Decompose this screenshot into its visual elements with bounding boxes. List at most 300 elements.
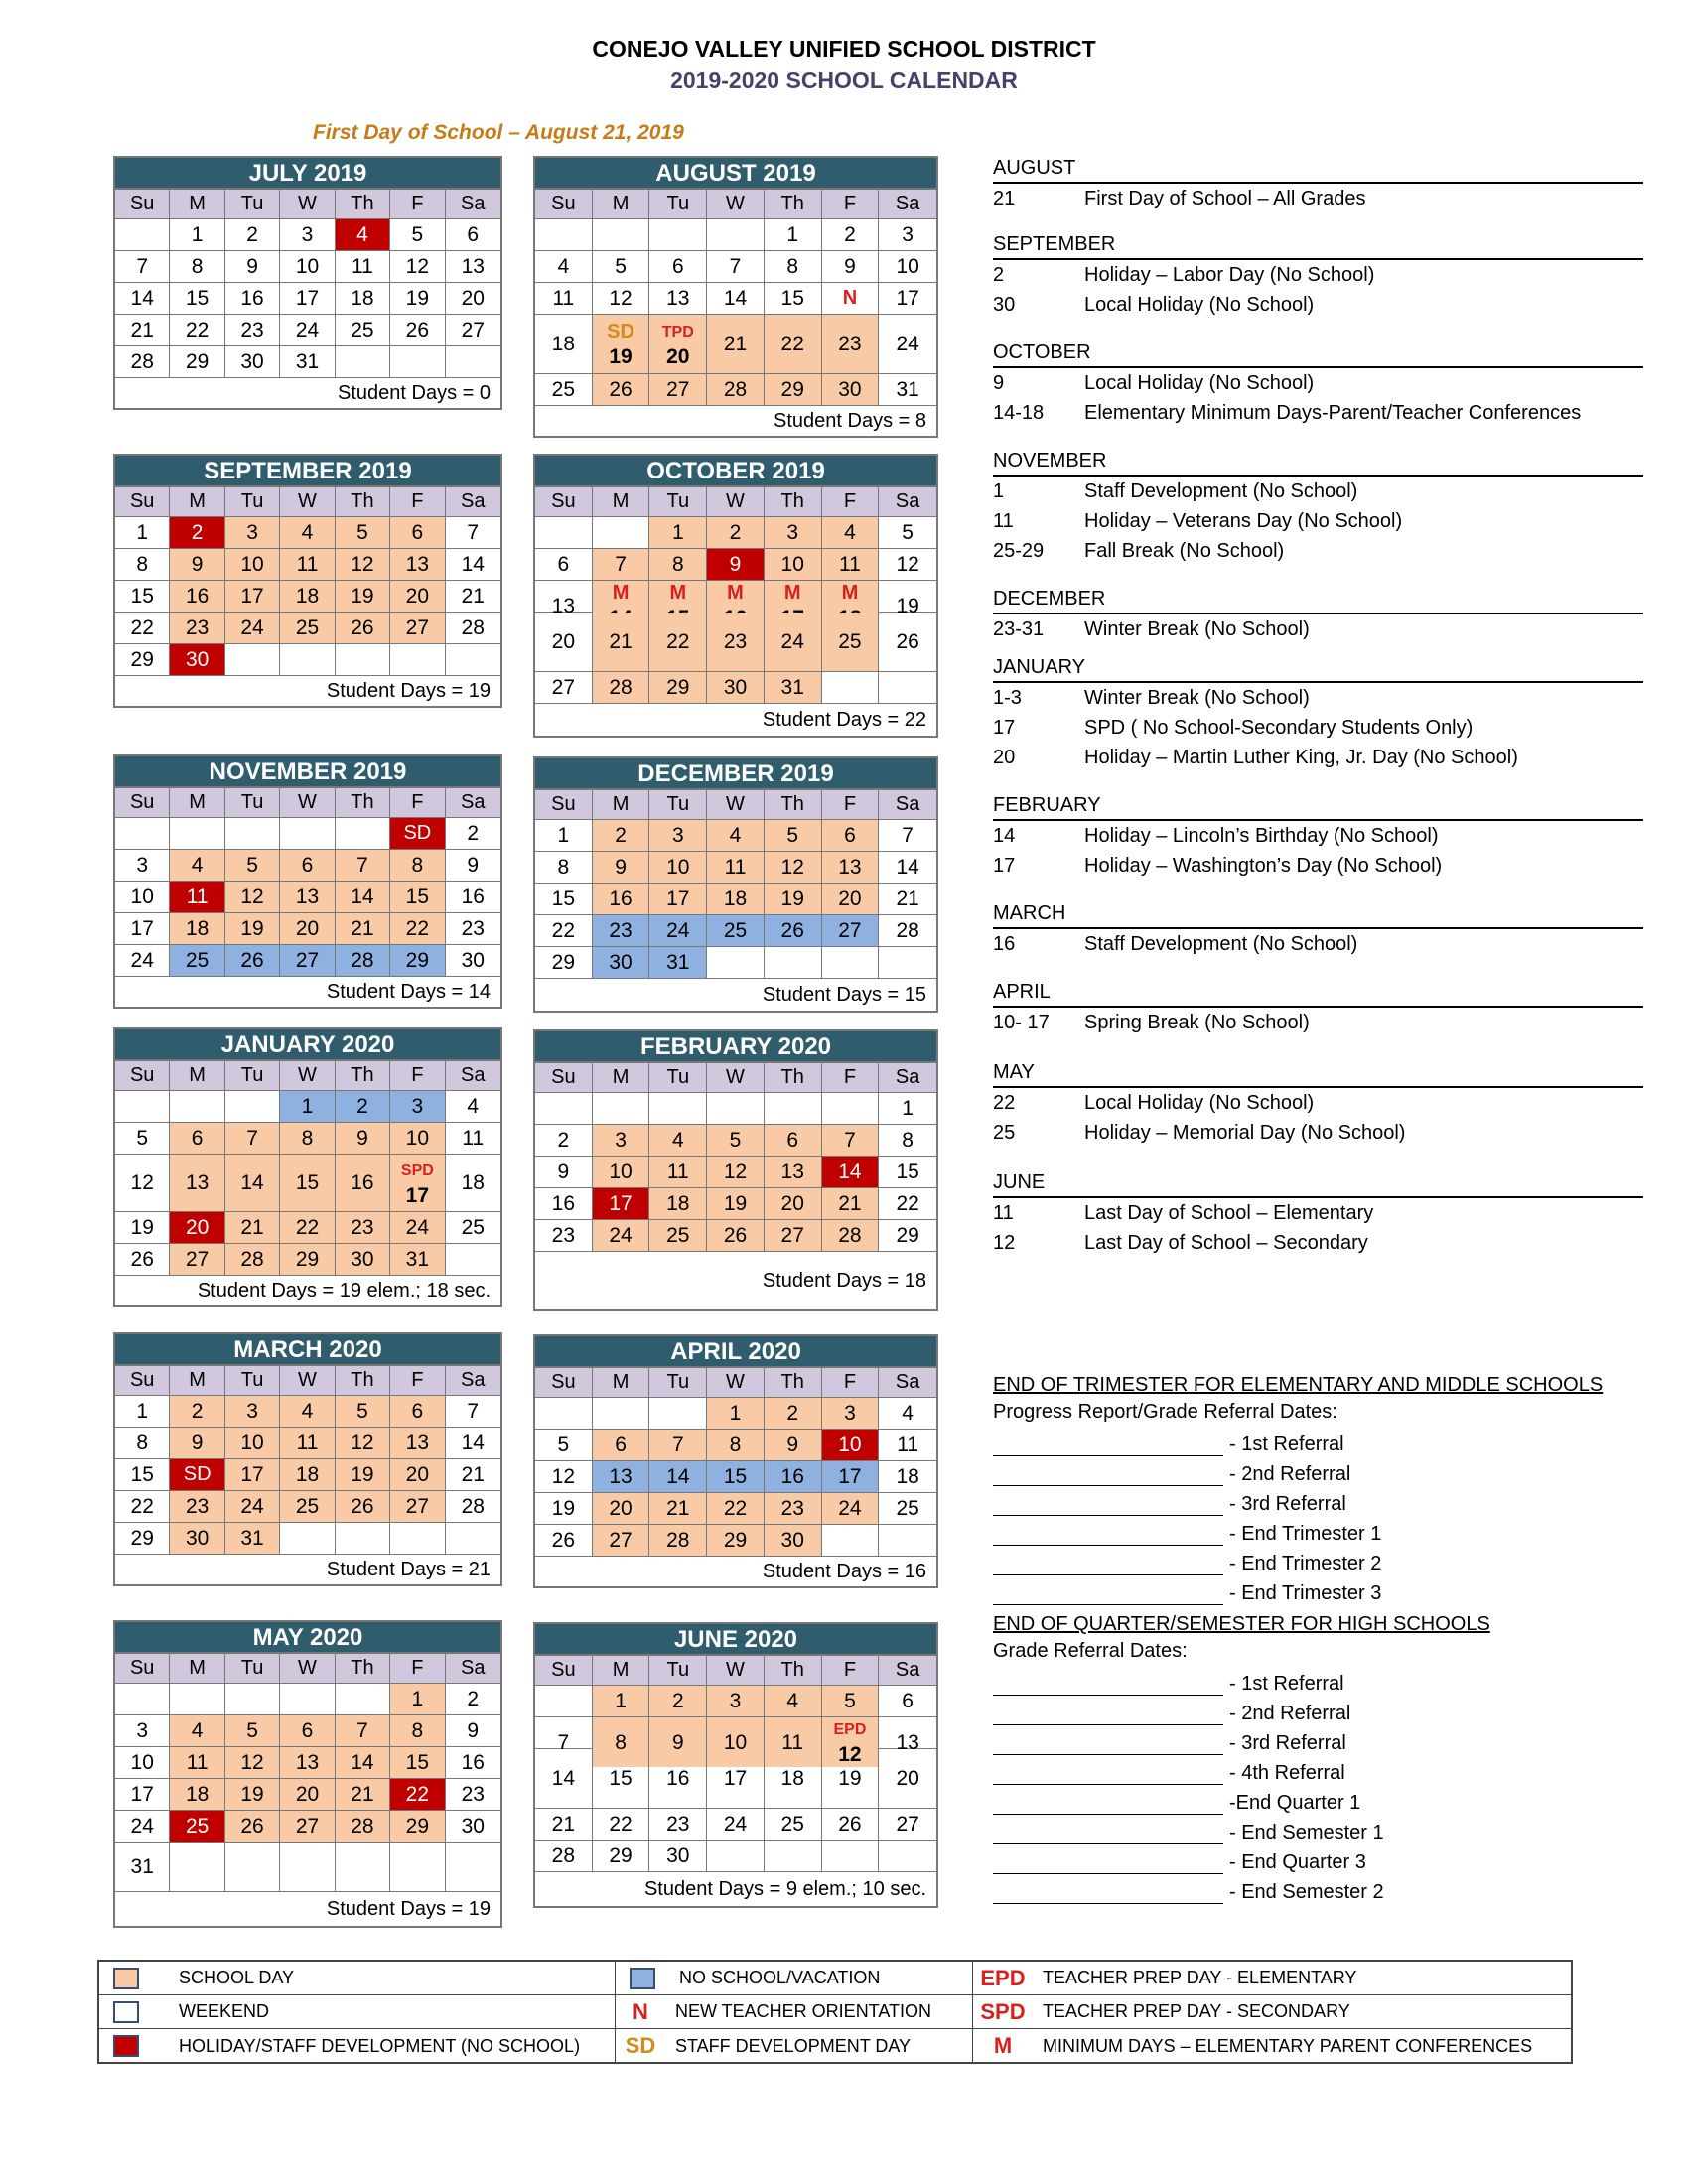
day-cell — [822, 1841, 880, 1871]
day-number: 9 — [191, 553, 204, 576]
day-number: 21 — [461, 1463, 485, 1486]
day-cell — [280, 283, 335, 314]
day-cell — [390, 1715, 445, 1746]
day-cell — [765, 820, 822, 851]
day-cell — [649, 820, 707, 851]
day-cell — [593, 517, 650, 548]
day-cell — [390, 1428, 445, 1458]
legend-swatch — [630, 1968, 655, 1989]
day-number: 11 — [897, 1433, 919, 1456]
day-cell — [649, 1461, 707, 1492]
day-number: 6 — [411, 521, 424, 544]
day-cell — [170, 1459, 224, 1490]
day-cell — [336, 251, 390, 282]
week-row — [535, 820, 936, 852]
day-cell — [336, 315, 390, 345]
day-number: 15 — [551, 887, 576, 910]
event-desc: Staff Development (No School) — [1084, 479, 1358, 502]
legend-item — [99, 2029, 615, 2063]
day-cell — [765, 884, 822, 914]
blank-line — [993, 1674, 1223, 1696]
day-cell — [879, 1430, 936, 1460]
day-header: W — [707, 1368, 765, 1397]
event-row — [993, 683, 1648, 713]
day-cell — [446, 1747, 500, 1778]
day-cell — [280, 818, 335, 849]
referral-row — [993, 1815, 1668, 1844]
day-number: 18 — [780, 1767, 804, 1790]
day-number: 29 — [551, 951, 576, 974]
day-header-row — [535, 1656, 936, 1686]
week-row — [115, 549, 500, 581]
event-date: 17 — [993, 854, 1016, 877]
week-row — [535, 1430, 936, 1461]
day-cell — [390, 1396, 445, 1427]
week-row — [535, 1398, 936, 1430]
day-cell — [280, 1747, 335, 1778]
event-desc: Holiday – Labor Day (No School) — [1084, 263, 1375, 286]
event-month — [993, 1171, 1648, 1258]
day-number: 27 — [666, 378, 690, 401]
day-number: 5 — [246, 1719, 258, 1742]
month-title: SEPTEMBER 2019 — [115, 456, 500, 487]
day-cell — [879, 251, 936, 282]
district-title: CONEJO VALLEY UNIFIED SCHOOL DISTRICT — [592, 36, 1096, 62]
day-cell — [115, 581, 170, 612]
event-date: 11 — [993, 509, 1014, 532]
day-number: 11 — [839, 553, 861, 576]
month-calendar — [113, 156, 502, 410]
day-cell — [336, 945, 390, 976]
day-number: 17 — [130, 1783, 154, 1806]
day-cell — [593, 283, 650, 314]
day-number: 5 — [356, 1400, 368, 1423]
day-number: 8 — [902, 1129, 914, 1152]
week-row — [115, 283, 500, 315]
day-cell — [765, 1461, 822, 1492]
day-cell — [765, 374, 822, 405]
day-number: 13 — [405, 1432, 430, 1454]
day-cell — [535, 219, 593, 250]
day-cell — [225, 945, 280, 976]
day-number: 22 — [130, 1495, 154, 1518]
day-cell — [446, 1523, 500, 1554]
day-number: 11 — [462, 1127, 485, 1150]
legend-symbol: SD — [625, 2033, 656, 2058]
day-cell — [280, 581, 335, 612]
day-cell — [280, 1212, 335, 1243]
day-number: 9 — [557, 1160, 570, 1183]
day-cell — [446, 913, 500, 944]
day-number: 20 — [295, 1783, 320, 1806]
day-cell — [765, 1398, 822, 1429]
day-cell — [280, 644, 335, 675]
day-number: 7 — [356, 854, 368, 877]
day-number: 22 — [609, 1813, 633, 1836]
day-cell — [535, 1841, 593, 1871]
day-number: 3 — [246, 521, 258, 544]
day-cell — [535, 315, 593, 373]
day-number: 20 — [666, 344, 690, 368]
day-cell — [336, 613, 390, 643]
day-number: 3 — [136, 854, 149, 877]
referral-row — [993, 1666, 1668, 1696]
day-cell — [707, 613, 765, 671]
day-cell — [649, 219, 707, 250]
day-number: 18 — [666, 1192, 690, 1215]
day-number: 25 — [185, 1815, 210, 1838]
day-cell — [707, 283, 765, 314]
day-number: 4 — [191, 854, 204, 877]
day-number: 13 — [666, 287, 690, 310]
day-cell — [115, 219, 170, 250]
referral-label: - End Trimester 2 — [1229, 1553, 1382, 1574]
day-cell — [115, 1459, 170, 1490]
event-date: 14 — [993, 824, 1016, 847]
event-row — [993, 1198, 1648, 1228]
day-number: 31 — [240, 1527, 264, 1550]
day-cell — [879, 1157, 936, 1187]
day-cell — [593, 1749, 650, 1808]
day-cell — [390, 1684, 445, 1714]
day-header: Tu — [225, 788, 280, 817]
day-number: 30 — [461, 1815, 485, 1838]
event-row — [993, 398, 1648, 428]
day-number: 27 — [295, 949, 320, 972]
day-number: 24 — [780, 630, 804, 653]
day-cell — [390, 1155, 445, 1211]
day-header: W — [707, 1063, 765, 1092]
day-number: 19 — [130, 1216, 154, 1239]
day-number: 8 — [411, 1719, 424, 1742]
legend-col-2 — [616, 1962, 973, 2063]
day-number: 23 — [838, 333, 862, 355]
day-header-row — [115, 487, 500, 517]
day-number: 18 — [295, 1463, 320, 1486]
event-month — [993, 1061, 1648, 1148]
day-header: Su — [115, 1061, 170, 1090]
week-row — [535, 915, 936, 947]
week-row — [115, 1123, 500, 1155]
day-cell — [879, 1749, 936, 1808]
day-header: Th — [336, 1061, 390, 1090]
day-header: W — [280, 1654, 335, 1683]
day-cell — [446, 517, 500, 548]
day-number: 25 — [723, 919, 748, 942]
week-row — [115, 1491, 500, 1523]
day-cell — [765, 1809, 822, 1840]
day-number: 8 — [615, 1730, 627, 1754]
legend-item — [973, 1995, 1571, 2029]
day-cell — [225, 1843, 280, 1891]
day-cell — [707, 549, 765, 580]
month-calendar — [113, 454, 502, 708]
day-cell — [446, 1396, 500, 1427]
legend-swatch — [113, 1968, 139, 1989]
day-number: 10 — [240, 553, 264, 576]
day-number: 2 — [844, 223, 856, 246]
day-number: 26 — [551, 1529, 576, 1552]
day-cell — [822, 283, 880, 314]
day-number: 9 — [356, 1127, 368, 1150]
event-month — [993, 157, 1648, 213]
day-cell — [115, 850, 170, 881]
month-calendar — [113, 1332, 502, 1586]
day-number: 13 — [185, 1171, 210, 1194]
month-heading: AUGUST — [993, 157, 1643, 184]
day-number: 9 — [671, 1730, 684, 1754]
day-cell — [170, 850, 224, 881]
day-number: 13 — [838, 856, 862, 879]
day-header: Th — [765, 487, 822, 516]
day-number: 23 — [551, 1224, 576, 1247]
day-number: 15 — [295, 1171, 320, 1194]
day-cell — [170, 346, 224, 377]
day-cell — [390, 1747, 445, 1778]
day-cell — [535, 1493, 593, 1524]
event-date: 1 — [993, 479, 1005, 502]
day-number: 30 — [461, 949, 485, 972]
day-header: M — [170, 1366, 224, 1395]
day-cell — [822, 219, 880, 250]
day-cell — [535, 1220, 593, 1251]
day-cell — [336, 1491, 390, 1522]
day-header: Sa — [895, 1659, 920, 1681]
legend-item — [973, 2029, 1571, 2063]
day-cell — [225, 1491, 280, 1522]
event-desc: Spring Break (No School) — [1084, 1011, 1310, 1033]
day-number: 2 — [246, 223, 258, 246]
day-number: 1 — [136, 521, 149, 544]
day-cell — [280, 882, 335, 912]
student-days: Student Days = 14 — [326, 980, 491, 1003]
legend-item — [616, 2029, 972, 2063]
day-cell — [446, 1244, 500, 1275]
week-row — [535, 315, 936, 374]
day-cell — [707, 1525, 765, 1556]
day-number: 20 — [838, 887, 862, 910]
student-days: Student Days = 19 — [326, 1897, 491, 1920]
day-cell — [707, 1157, 765, 1187]
day-cell — [170, 1843, 224, 1891]
legend-item — [99, 1962, 615, 1995]
day-number: 3 — [786, 521, 799, 544]
month-title: MAY 2020 — [115, 1622, 500, 1654]
day-cell — [390, 1091, 445, 1122]
day-cell — [336, 818, 390, 849]
day-code: M — [841, 582, 859, 604]
day-header: M — [170, 190, 224, 218]
day-number: 31 — [896, 378, 919, 401]
student-days: Student Days = 8 — [774, 409, 926, 432]
day-cell — [535, 915, 593, 946]
event-row — [993, 713, 1648, 743]
day-cell — [390, 850, 445, 881]
day-cell — [115, 517, 170, 548]
day-cell — [280, 850, 335, 881]
day-cell — [336, 1091, 390, 1122]
day-cell — [593, 251, 650, 282]
day-cell — [170, 1091, 224, 1122]
day-cell — [390, 219, 445, 250]
day-cell — [879, 549, 936, 580]
student-days: Student Days = 22 — [762, 708, 926, 731]
day-cell — [879, 820, 936, 851]
week-row — [535, 283, 936, 315]
event-desc: Local Holiday (No School) — [1084, 371, 1315, 394]
day-header: Su — [115, 1654, 170, 1683]
day-number: 26 — [896, 630, 919, 653]
referral-label: - 3rd Referral — [1229, 1493, 1346, 1515]
day-number: 13 — [405, 553, 430, 576]
day-cell — [170, 251, 224, 282]
day-cell — [336, 1244, 390, 1275]
day-header: Sa — [895, 490, 920, 512]
day-cell — [280, 1459, 335, 1490]
week-row — [535, 1525, 936, 1557]
day-cell — [649, 884, 707, 914]
week-row — [115, 1396, 500, 1428]
week-row — [115, 1684, 500, 1715]
day-number: 24 — [130, 1815, 154, 1838]
day-header: Su — [115, 1366, 170, 1395]
student-days: Student Days = 15 — [762, 983, 926, 1006]
day-number: 20 — [185, 1216, 210, 1239]
day-number: 31 — [666, 951, 690, 974]
week-row — [115, 517, 500, 549]
day-cell — [649, 1430, 707, 1460]
student-days: Student Days = 21 — [326, 1558, 491, 1580]
week-row — [115, 1811, 500, 1843]
day-number: 12 — [723, 1160, 748, 1183]
day-number: 10 — [130, 1751, 154, 1774]
day-number: 11 — [186, 1751, 209, 1774]
day-cell — [822, 1461, 880, 1492]
week-row — [115, 1779, 500, 1811]
day-number: 14 — [130, 287, 154, 310]
day-header: Tu — [649, 790, 707, 819]
day-number: 1 — [671, 521, 684, 544]
event-row — [993, 929, 1648, 959]
day-number: 6 — [467, 223, 480, 246]
day-header-row — [535, 190, 936, 219]
day-header: Su — [535, 1656, 593, 1685]
day-cell — [822, 1749, 880, 1808]
day-cell — [593, 613, 650, 671]
day-cell — [115, 1843, 170, 1891]
day-header: F — [822, 190, 880, 218]
day-number: 8 — [557, 856, 570, 879]
day-header: Sa — [461, 1369, 486, 1391]
day-header: Tu — [225, 1366, 280, 1395]
day-number: 19 — [551, 1497, 576, 1520]
week-row — [115, 850, 500, 882]
event-row — [993, 1088, 1648, 1118]
day-cell — [446, 549, 500, 580]
day-number: 10 — [609, 1160, 633, 1183]
day-number: 12 — [351, 1432, 374, 1454]
day-cell — [593, 1430, 650, 1460]
day-cell — [707, 1493, 765, 1524]
day-number: 5 — [356, 521, 368, 544]
day-number: 24 — [896, 333, 919, 355]
day-number: 3 — [246, 1400, 258, 1423]
blank-line — [993, 1464, 1223, 1486]
month-title: OCTOBER 2019 — [535, 456, 936, 487]
day-code: TPD — [661, 323, 694, 341]
day-number: 24 — [609, 1224, 633, 1247]
day-cell — [535, 613, 593, 671]
day-cell — [649, 1809, 707, 1840]
day-header-row — [115, 1654, 500, 1684]
week-row — [115, 581, 500, 613]
day-cell — [390, 945, 445, 976]
day-cell — [225, 1715, 280, 1746]
day-number: 23 — [666, 1813, 690, 1836]
day-cell — [170, 315, 224, 345]
day-cell — [649, 1749, 707, 1808]
event-row — [993, 743, 1648, 772]
day-header: Tu — [649, 1063, 707, 1092]
day-number: 15 — [130, 1463, 154, 1486]
day-number: 23 — [185, 1495, 210, 1518]
day-number: 4 — [902, 1402, 914, 1425]
day-header: Sa — [461, 193, 486, 214]
day-number: 12 — [130, 1171, 154, 1194]
day-cell — [649, 374, 707, 405]
day-number: 7 — [356, 1719, 368, 1742]
day-cell — [336, 581, 390, 612]
event-row — [993, 184, 1648, 213]
day-code: EPD — [833, 1721, 867, 1738]
day-cell — [649, 1493, 707, 1524]
day-number: 6 — [411, 1400, 424, 1423]
week-row — [535, 1157, 936, 1188]
day-cell — [225, 251, 280, 282]
day-header: Su — [535, 790, 593, 819]
day-cell — [446, 1491, 500, 1522]
day-cell — [225, 1459, 280, 1490]
day-cell — [336, 1779, 390, 1810]
day-number: 8 — [136, 1432, 149, 1454]
day-cell — [593, 1686, 650, 1716]
day-cell — [115, 1091, 170, 1122]
day-cell — [390, 1123, 445, 1154]
legend — [97, 1960, 1573, 2064]
day-cell — [446, 315, 500, 345]
section-subtitle: Progress Report/Grade Referral Dates: — [993, 1401, 1337, 1423]
day-cell — [707, 915, 765, 946]
event-date: 10- 17 — [993, 1011, 1050, 1033]
event-desc: Last Day of School – Elementary — [1084, 1201, 1374, 1224]
day-number: 21 — [351, 917, 374, 940]
month-calendar — [533, 1029, 938, 1311]
day-cell — [336, 1212, 390, 1243]
day-header: Su — [115, 788, 170, 817]
day-header: F — [822, 1656, 880, 1685]
month-heading: OCTOBER — [993, 341, 1643, 368]
day-number: 14 — [461, 1432, 485, 1454]
month-title: DECEMBER 2019 — [535, 758, 936, 790]
day-number: 5 — [615, 255, 627, 278]
event-desc: SPD ( No School-Secondary Students Only) — [1084, 716, 1474, 739]
day-number: 2 — [191, 521, 204, 544]
day-header: M — [170, 487, 224, 516]
day-cell — [390, 549, 445, 580]
day-cell — [707, 251, 765, 282]
day-number: 10 — [130, 886, 154, 908]
day-cell — [170, 1684, 224, 1714]
